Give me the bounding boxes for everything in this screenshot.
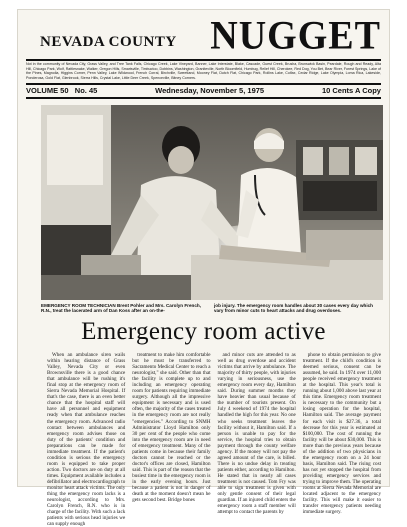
- emergency-room-photo: [41, 105, 383, 300]
- masthead-title: NUGGET: [210, 13, 381, 59]
- photo-caption-right: job injury. The emergency room handles about 30 cases every day which vary from minor cuts to heart attacks and drug overdoses.: [214, 303, 373, 314]
- volume-number: [26, 86, 97, 95]
- volume-label: VOLUME 50: [26, 86, 69, 95]
- article-column-3: and minor cuts are attended to as well as drug overdose and accident victims that arrive by ambulance. The majority of thirty people, with injuries varying in seriousness, use the emergency room every day, Hamilton said. During summer months they have heavier than usual because of the number of tourists present. On July 4 weekend of 1974 the hospital handled the high for this year. No one who seeks treatment leaves the facility without it, Hamilton said. If a person is unable to pay for the service, the hospital tries to obtain payment through the county welfare agency. If the money will not pay the agreed amount of the care, is billed. There is no undue delay in treating patients either, according to Hamilton. He stated that in nearly all cases treatment is not caused. Tom Fry was able to sign treatment is given with only gentle consent of their legal guardian. If an injured child enters the emergency room a staff member will attempt to contact the parents by: [217, 352, 296, 516]
- article-headline: Emergency room active: [81, 318, 326, 345]
- photo-illustration: [41, 105, 383, 300]
- issue-date: Wednesday, November 5, 1975: [155, 86, 265, 95]
- article-column-2: treatment to make him comfortable but he must be transferred to Sacramento Medical Center to reach a neurologist," she said. Other than that the facility is complete up to and including an emergency operating room for patients requiring immediate surgery. Although all the impressive equipment is necessary and is used often, the majority of the cases treated in the emergency room are not really "emergencies." According to SNMH Administrator Lloyd Hamilton only 30 per cent of the people who come into the emergency room are in need of emergency treatment. Many of the patients come in because their family doctors cannot be reached or the doctor's offices are closed, Hamilton said. This is part of the reason that the busiest time in the emergency room is in the early evening hours. Just because a patient is not in danger of death at the moment doesn't mean he gets second best. Bridge bones: [132, 352, 211, 504]
- photo-caption-left: EMERGENCY ROOM TECHNICIAN Brent Pohler and Mrs. Carolyn French, R.N., treat the lacerated arm of Dan Koss after an on-the-: [41, 303, 201, 314]
- towns-list: Not in the community of Nevada City, Grass Valley, and Tree Tank Falls, Chicago Creek, Lake Vineyard, Banner, Lake Interstate, Blake, Cascade, Guest Creek, Brusha, Brunswick Basin, Peardale, Rough and Ready, Alta Hill, Chicago Park, Wolf, Rattlesnake, Walker, Oregon Hills, Smartsville, Timbuctoo, Dobbins, Washington, Graniteville, North Bloomfield, Humbug, Relief Hill, Cherokee, Red Dog, You Bet, Bear River, Forest Springs, Lake of the Pines, Magnolia, Higgins Corner, Penn Valley, Lake Wildwood, French Corral, Birchville, Sweetland, Mooney Flat, Dutch Flat, Chicago Park, Rollins Lake, Colfax, Cedar Ridge, Lake Olympia, Loma Rica, Lakeside, Ponderosa, Gold Flat, Glenbrook, Sierra Hills, Crystal Lake, Little Deer Creek, Spenceville, Bitney Corners.: [26, 62, 381, 80]
- masthead-county: NEVADA COUNTY: [40, 34, 177, 50]
- masthead: [26, 13, 381, 59]
- article-column-1: When an ambulance siren wails within hearing distance of Grass Valley, Nevada City or even Brownsville there is a good chance that ambulance will be rushing it's final stop at the emergency room of Sierra Nevada Memorial Hospital. If that's the case, there is an even better chance that the hospital staff will have all personnel and equipment ready when that ambulance reaches the emergency room. Advanced radio contact between ambulances and emergency room advises those on duty of the patients' condition and preparations can be made for immediate treatment. If the patient's condition is serious the emergency room is equipped to take proper action. Two doctors are on duty at all times. Equipment available includes a defibrillator and electrocardiograph to monitor heart attack victims. The only thing the emergency room lacks is a neurologist, according to Mrs. Carolyn French, R.N. who is in charge of the facility. With such a lack patients with serious head injuries we can supply enough: [47, 352, 126, 527]
- dateline: [26, 85, 381, 96]
- issue-price: 10 Cents A Copy: [321, 86, 381, 95]
- masthead-rule: [26, 59, 381, 61]
- newspaper-page: [17, 9, 390, 527]
- article-body: [47, 352, 381, 527]
- issue-number: No. 45: [74, 86, 98, 95]
- article-column-4: phone to obtain permission to give treatment. If the child's condition is deemed serious, consent can be assumed, he said. In 1974 over 11,000 people received emergency treatment at the hospital. This year's total is running about 1,000 above last year at this time. Emergency room treatment is necessary to the community but a losing operation for the hospital, Hamilton said. The average payment for each visit is $27.36, a total decrease for this year is estimated at $100,000. The cost of running the facility will be about $30,000. This is more than the previous years because of the addition of two physicians in the emergency room on a 24 hour basis, Hamilton said. The rising cost has not yet stopped the hospital from providing emergency services and trying to improve them. The operating rooms at Sierra Nevada Memorial are located adjacent to the emergency facility. This will make it easier to transfer emergency patients needing immediate surgery.: [302, 352, 381, 516]
- dateline-bottom-rule: [26, 97, 381, 99]
